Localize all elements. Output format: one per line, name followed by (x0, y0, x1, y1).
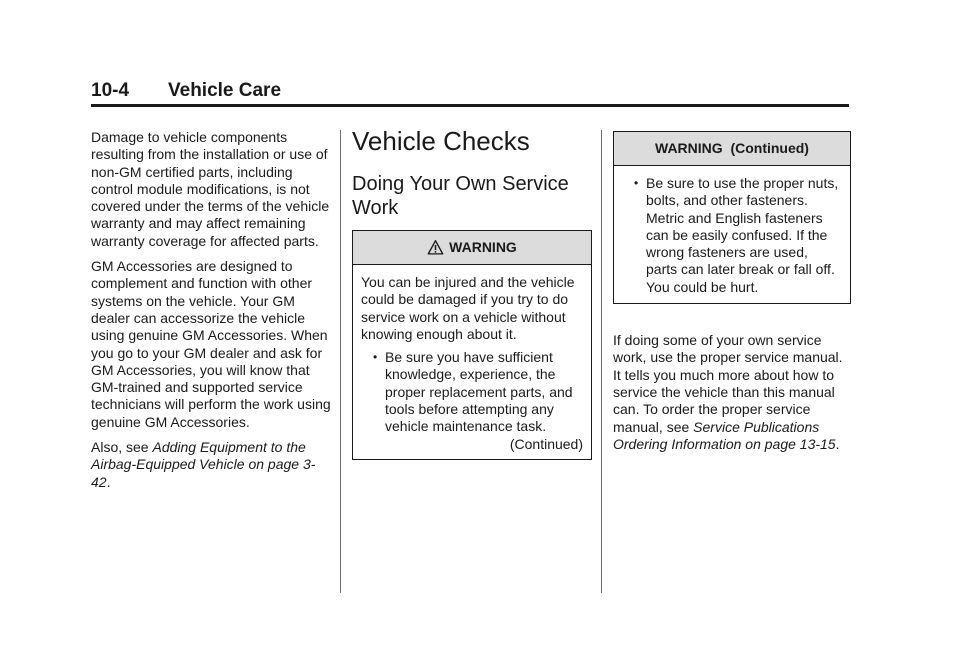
warning-bullet: • Be sure to use the proper nuts, bolts, and other fasteners. Metric and English fasteners can be easily confused. If the wrong fasteners are used, parts can later break or fall off. You could be hurt. (634, 175, 839, 295)
bullet-icon: • (634, 176, 639, 190)
column-middle (352, 126, 592, 460)
continued-note: (Continued) (509, 435, 583, 452)
column-divider-right (601, 130, 602, 593)
column-divider-left (340, 130, 341, 593)
warning-header (614, 132, 850, 166)
warning-list (622, 175, 842, 296)
warning-intro: You can be injured and the vehicle could be damaged if you try to do service work on a vehicle without knowing enough about it. (361, 274, 575, 342)
warning-box (352, 230, 592, 460)
bullet-icon: • (373, 350, 378, 365)
section-heading: Doing Your Own Service Work (352, 173, 569, 219)
warning-list (361, 349, 583, 435)
warning-bullet: • Be sure you have sufficient knowledge, experience, the proper replacement parts, and tools before attempting any vehicle maintenance task. (373, 349, 573, 435)
column-left (91, 129, 331, 499)
column-right (613, 131, 851, 453)
cross-reference-link[interactable]: Adding Equipment to the Airbag-Equipped Vehicle on page 3-42 (91, 439, 316, 490)
warning-header (353, 231, 591, 265)
warning-label: WARNING (Continued) (655, 139, 809, 156)
paragraph-accessories: GM Accessories are designed to complement and function with other systems on the vehicle. Your GM dealer can accessorize the vehicle using genuine GM Accessories. When you go to your GM dealer and ask for GM Accessories, you will know that GM-trained and supported service technicians will perform the work using genuine GM Accessories. (91, 258, 331, 430)
page-number: 10-4 (91, 80, 130, 101)
paragraph-service-manual: If doing some of your own service work, use the proper service manual. It tells you much more about how to service the vehicle than this manual can. To order the proper service manual, see Service Publications Ordering Information on page 13-15. (613, 332, 843, 452)
warning-label: WARNING (449, 238, 517, 255)
warning-triangle-icon (427, 239, 444, 256)
section-title: Vehicle Care (168, 80, 282, 101)
warning-body (614, 166, 850, 303)
warning-box-continued (613, 131, 851, 304)
chapter-heading: Vehicle Checks (352, 126, 530, 156)
page-header (91, 80, 849, 107)
paragraph-warranty: Damage to vehicle components resulting from the installation or use of non-GM certified parts, including control module modifications, is not covered under the terms of the vehicle warranty and may affect remaining warranty coverage for affected parts. (91, 129, 330, 249)
paragraph-see-also: Also, see Adding Equipment to the Airbag-Equipped Vehicle on page 3-42. (91, 439, 316, 490)
cross-reference-link[interactable]: Service Publications Ordering Information on page 13-15 (613, 418, 836, 452)
warning-body (353, 265, 591, 459)
